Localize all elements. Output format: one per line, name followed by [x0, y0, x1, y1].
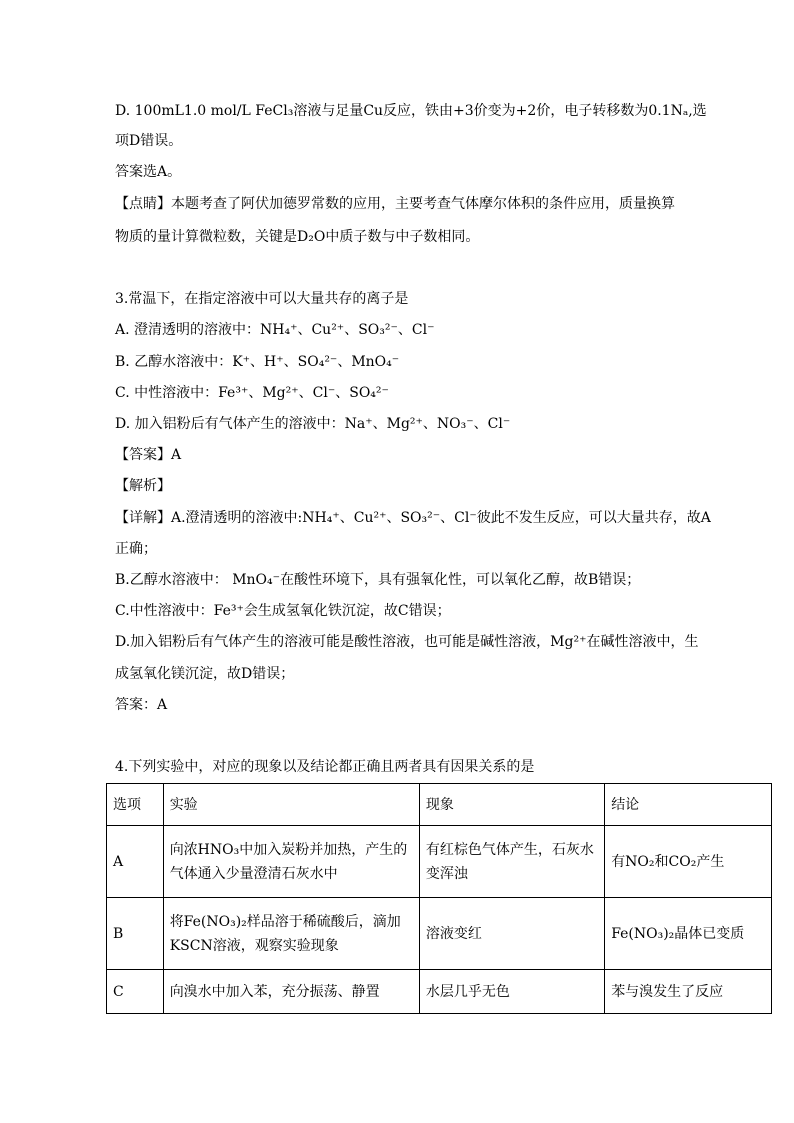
question-3-stem: 3.常温下，在指定溶液中可以大量共存的离子是 — [115, 291, 409, 307]
option-c: C. 中性溶液中：Fe³⁺、Mg²⁺、Cl⁻、SO₄²⁻ — [115, 385, 389, 401]
table-cell: 有NO₂和CO₂产生 — [605, 826, 772, 898]
table-cell: 将Fe(NO₃)₂样品溶于稀硫酸后，滴加KSCN溶液，观察实验现象 — [163, 898, 419, 970]
table-row — [107, 970, 772, 1014]
final-answer: 答案：A — [115, 697, 168, 713]
table-cell: 苯与溴发生了反应 — [605, 970, 772, 1014]
experiment-table — [106, 783, 772, 1014]
table-row — [107, 898, 772, 970]
table-cell: Fe(NO₃)₂晶体已变质 — [605, 898, 772, 970]
header-cell: 实验 — [163, 784, 419, 826]
detail-line: C.中性溶液中：Fe³⁺会生成氢氧化铁沉淀，故C错误； — [115, 603, 451, 619]
header-cell: 选项 — [107, 784, 164, 826]
detail-line: D.加入铝粉后有气体产生的溶液可能是酸性溶液，也可能是碱性溶液，Mg²⁺在碱性溶液中，生 — [115, 634, 699, 650]
question-4-stem: 4.下列实验中，对应的现象以及结论都正确且两者具有因果关系的是 — [115, 759, 535, 775]
table-row — [107, 826, 772, 898]
text-line: 项D错误。 — [115, 133, 183, 149]
table-cell: 溶液变红 — [419, 898, 604, 970]
text-line: 答案选A。 — [115, 164, 182, 180]
analysis-label: 【解析】 — [115, 478, 171, 494]
detail-line: 【详解】A.澄清透明的溶液中:NH₄⁺、Cu²⁺、SO₃²⁻、Cl⁻彼此不发生反应，可以大量共存，故A — [115, 510, 711, 526]
table-cell: 有红棕色气体产生，石灰水变浑浊 — [419, 826, 604, 898]
table-cell: 向溴水中加入苯，充分振荡、静置 — [163, 970, 419, 1014]
detail-line: B.乙醇水溶液中： MnO₄⁻在酸性环境下，具有强氧化性，可以氧化乙醇，故B错误； — [115, 572, 641, 588]
option-d: D. 加入铝粉后有气体产生的溶液中：Na⁺、Mg²⁺、NO₃⁻、Cl⁻ — [115, 416, 511, 432]
table-cell: C — [107, 970, 164, 1014]
option-a: A. 澄清透明的溶液中：NH₄⁺、Cu²⁺、SO₃²⁻、Cl⁻ — [115, 322, 435, 338]
table-cell: 水层几乎无色 — [419, 970, 604, 1014]
table-cell: A — [107, 826, 164, 898]
comment-line: 【点睛】本题考查了阿伏加德罗常数的应用，主要考查气体摩尔体积的条件应用，质量换算 — [115, 196, 675, 212]
detail-line: 正确； — [115, 541, 157, 557]
table-cell: B — [107, 898, 164, 970]
option-b: B. 乙醇水溶液中：K⁺、H⁺、SO₄²⁻、MnO₄⁻ — [115, 354, 400, 370]
table-header-row — [107, 784, 772, 826]
text-line: D. 100mL1.0 mol/L FeCl₃溶液与足量Cu反应，铁由+3价变为+2价，电子转移数为0.1Nₐ,选 — [115, 103, 707, 119]
header-cell: 现象 — [419, 784, 604, 826]
comment-line: 物质的量计算微粒数，关键是D₂O中质子数与中子数相同。 — [115, 229, 480, 245]
detail-line: 成氢氧化镁沉淀，故D错误； — [115, 666, 295, 682]
header-cell: 结论 — [605, 784, 772, 826]
answer-label: 【答案】A — [115, 447, 182, 463]
table-cell: 向浓HNO₃中加入炭粉并加热，产生的气体通入少量澄清石灰水中 — [163, 826, 419, 898]
